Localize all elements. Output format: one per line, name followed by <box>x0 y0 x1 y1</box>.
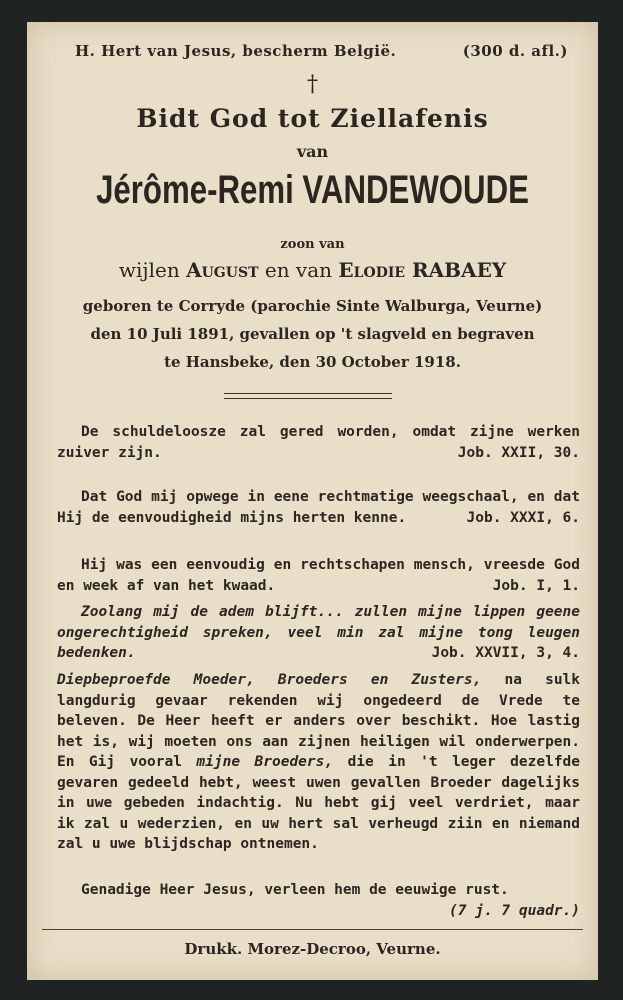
and-label: en van <box>264 258 333 282</box>
closing-prayer-text: Genadige Heer Jesus, verleen hem de eeuwige rust. <box>81 882 509 898</box>
parents-prefix: wijlen <box>118 258 180 282</box>
invocation: H. Hert van Jesus, bescherm België. <box>75 42 397 60</box>
message-body-1: na sulk langdurig gevaar rekenden wij ongedeerd de Vrede te beleven. De Heer heeft er anders over beschikt. Hoe lastig het is, wij moeten ons aan zijnen heiligen wil onderwerpen. En Gij vooral <box>57 672 581 770</box>
printer-credit: Drukk. Morez-Decroo, Veurne. <box>184 940 441 958</box>
indulgence-note: (300 d. afl.) <box>462 42 568 60</box>
family-message <box>57 670 580 855</box>
footer-rule <box>42 929 583 930</box>
son-of-label: zoon van <box>280 237 345 252</box>
verse-1-ref: Job. XXII, 30. <box>457 444 580 461</box>
mother-name: Elodie RABAEY <box>338 258 507 282</box>
deceased-name: Jérôme-Remi VANDEWOUDE <box>96 168 529 212</box>
verse-3-ref: Job. I, 1. <box>492 577 580 594</box>
verse-4-text: Zoolang mij de adem blijft... zullen mijne lippen geene ongerechtigheid spreken, veel min zal mijne tong leugen bedenken. <box>57 604 580 661</box>
card-paper <box>27 22 598 980</box>
message-body-2: die in 't leger dezelfde gevaren gedeeld hebt, weest uwen gevallen Broeder dagelijks in uwe gebeden indachtig. Nu hebt gij veel verdriet, maar ik zal u wederzien, en uw hert sal verheugd ziin en niemand zal u uwe blijdschap ontnemen. <box>57 754 581 852</box>
prayer-title: Bidt God tot Ziellafenis <box>136 104 489 133</box>
van-label: van <box>296 142 329 161</box>
verse-1-text: De schuldeloosze zal gered worden, omdat zijne werken zuiver zijn. <box>57 424 580 461</box>
verse-4-ref: Job. XXVII, 3, 4. <box>431 645 580 661</box>
verse-1 <box>57 422 580 463</box>
verse-3-text: Hij was een eenvoudig en rechtschapen mensch, vreesde God en week af van het kwaad. <box>57 557 580 594</box>
verse-2-text: Dat God mij opwege in eene rechtmatige weegschaal, en dat Hij de eenvoudigheid mijns herten kenne. <box>57 489 580 526</box>
verse-4 <box>57 602 580 664</box>
burial-line: te Hansbeke, den 30 October 1918. <box>164 353 461 371</box>
parents-line <box>27 258 598 282</box>
closing-indulgence: (7 j. 7 quadr.) <box>449 902 580 919</box>
verse-2-ref: Job. XXXI, 6. <box>466 509 580 526</box>
closing-prayer <box>57 880 580 921</box>
death-line: den 10 Juli 1891, gevallen op 't slagveld en begraven <box>90 325 535 343</box>
verse-3 <box>57 555 580 596</box>
double-rule-divider <box>224 393 392 399</box>
birth-line: geboren te Corryde (parochie Sinte Walburga, Veurne) <box>82 297 543 315</box>
cross-icon: † <box>307 72 318 97</box>
father-name: August <box>186 258 259 282</box>
message-address: Diepbeproefde Moeder, Broeders en Zusters, <box>57 672 482 688</box>
verse-2 <box>57 487 580 528</box>
message-brothers: mijne Broeders, <box>196 754 334 770</box>
